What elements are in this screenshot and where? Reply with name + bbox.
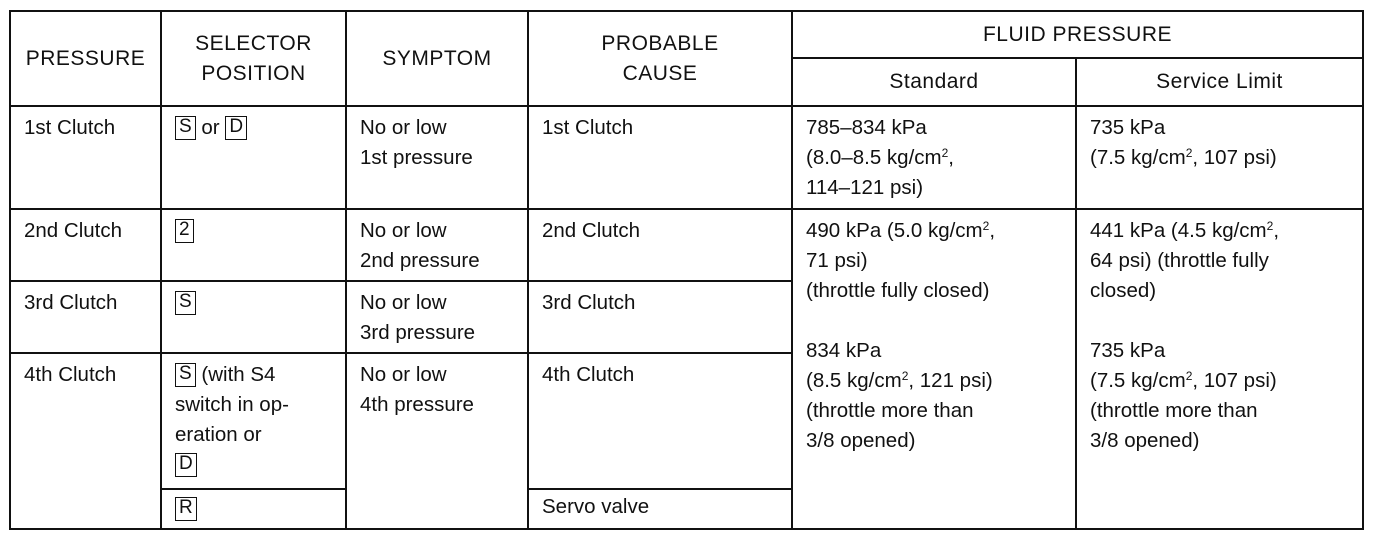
selector-cell — [161, 489, 346, 529]
selector-cell — [161, 209, 346, 281]
standard-cell: 785–834 kPa (8.0–8.5 $kg/cm^2$, 114–121 psi) — [792, 106, 1076, 209]
row-2nd-clutch — [10, 209, 1363, 281]
service-limit-cell: 735 kPa (7.5 $kg/cm^2$, 107 psi) — [1076, 106, 1363, 209]
cause-cell: Servo valve — [528, 489, 792, 529]
cause-cell: 3rd Clutch — [528, 281, 792, 353]
selector-cell — [161, 281, 346, 353]
selector-cell: S (with S4 switch in op- eration or D — [161, 353, 346, 489]
header-service-limit: Service Limit — [1076, 58, 1363, 106]
symptom-cell: No or low 3rd pressure — [346, 281, 528, 353]
header-selector-position: SELECTOR POSITION — [161, 11, 346, 106]
standard-cell-merged: 490 kPa (5.0 $kg/cm^2$, 71 psi) (throttle fully closed) 834 kPa (8.5 $kg/cm^2$, 121 psi) (throttle more than 3/8 opened) — [792, 209, 1076, 529]
row-1st-clutch — [10, 106, 1363, 209]
cause-cell: 2nd Clutch — [528, 209, 792, 281]
cause-cell: 4th Clutch — [528, 353, 792, 489]
pressure-cell: 2nd Clutch — [10, 209, 161, 281]
selector-r-box: R — [175, 497, 197, 521]
fluid-pressure-table — [9, 10, 1364, 530]
symptom-cell: No or low 2nd pressure — [346, 209, 528, 281]
service-limit-cell-merged: 441 kPa (4.5 $kg/cm^2$, 64 psi) (throttle fully closed) 735 kPa (7.5 $kg/cm^2$, 107 psi) (throttle more than 3/8 opened) — [1076, 209, 1363, 529]
header-pressure: PRESSURE — [10, 11, 161, 106]
selector-2-box: 2 — [175, 219, 194, 243]
pressure-cell: 4th Clutch — [10, 353, 161, 529]
selector-s-box: S — [175, 363, 196, 387]
cause-cell: 1st Clutch — [528, 106, 792, 209]
header-symptom: SYMPTOM — [346, 11, 528, 106]
pressure-cell: 3rd Clutch — [10, 281, 161, 353]
symptom-cell: No or low 1st pressure — [346, 106, 528, 209]
header-standard: Standard — [792, 58, 1076, 106]
header-probable-cause: PROBABLE CAUSE — [528, 11, 792, 106]
selector-cell: S or D — [161, 106, 346, 209]
header-row-1 — [10, 11, 1363, 58]
symptom-cell: No or low 4th pressure — [346, 353, 528, 529]
pressure-cell: 1st Clutch — [10, 106, 161, 209]
header-fluid-pressure: FLUID PRESSURE — [792, 11, 1363, 58]
selector-s-box: S — [175, 291, 196, 315]
selector-d-box: D — [225, 116, 247, 140]
selector-s-box: S — [175, 116, 196, 140]
selector-d-box: D — [175, 453, 197, 477]
